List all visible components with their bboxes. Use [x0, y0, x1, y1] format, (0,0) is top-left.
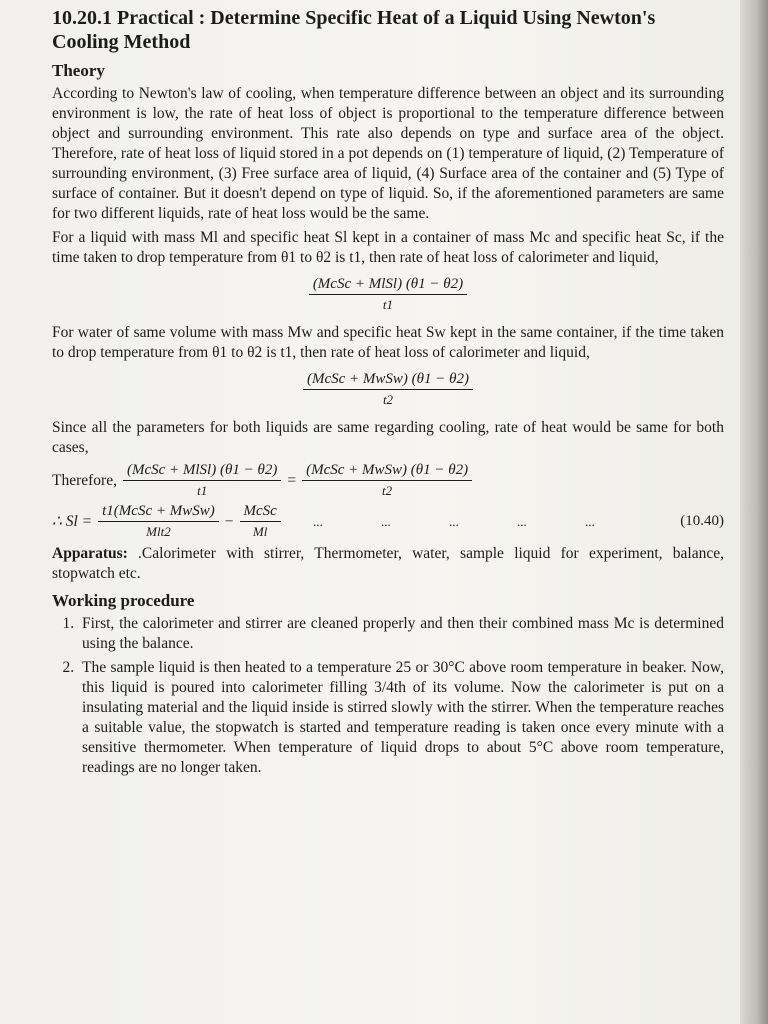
page-title: 10.20.1 Practical : Determine Specific Heat of a Liquid Using Newton's Cooling Method	[52, 7, 656, 53]
fraction-denominator: t1	[382, 297, 394, 312]
fraction-first	[98, 503, 219, 540]
leader-dots: ...	[312, 513, 323, 529]
apparatus-paragraph	[52, 544, 724, 584]
page-content	[52, 6, 724, 782]
fraction-denominator: Mlt2	[146, 524, 171, 539]
fraction-numerator: (McSc + MlSl) (θ1 − θ2)	[309, 276, 467, 295]
equation-liquid-heat-loss	[52, 276, 724, 313]
fraction	[309, 276, 467, 313]
equals-sign: =	[287, 471, 297, 489]
leader-dots: ...	[516, 513, 527, 529]
fraction-numerator: t1(McSc + MwSw)	[98, 503, 219, 522]
fraction-left	[123, 462, 281, 499]
minus-sign: −	[224, 512, 234, 530]
equation-water-heat-loss	[52, 371, 724, 408]
equation-specific-heat	[52, 503, 724, 540]
apparatus-label: Apparatus:	[52, 545, 128, 562]
water-paragraph: For water of same volume with mass Mw and specific heat Sw kept in the same container, if the time taken to drop temperature from θ1 to θ2 is t1, then rate of heat loss of calorimeter and liquid,	[52, 324, 724, 361]
equation-equal-rates	[52, 462, 724, 499]
leader-dots: ...	[448, 513, 459, 529]
procedure-step: 2. The sample liquid is then heated to a temperature 25 or 30°C above room temperature in beaker. Now, this liquid is poured into calorimeter filling 3/4th of its volume. Now the calorimeter is put on a insulating material and the liquid inside is stirred slowly with the stirrer. When the temperature reaches a suitable value, the stopwatch is started and temperature reading is taken once every minute with a sensitive thermometer. When temperature of liquid drops to about 5°C above room temperature, readings are no longer taken.	[78, 658, 724, 778]
equation-lead: ∴ Sl =	[52, 513, 93, 530]
since-paragraph: Since all the parameters for both liquids are same regarding cooling, rate of heat would be same for both cases,	[52, 419, 724, 456]
procedure-list	[52, 614, 724, 778]
fraction-numerator: McSc	[240, 503, 281, 522]
apparatus-text: .Calorimeter with stirrer, Thermometer, water, sample liquid for experiment, balance, stopwatch etc.	[52, 545, 724, 582]
fraction-numerator: (McSc + MlSl) (θ1 − θ2)	[123, 462, 281, 481]
fraction-numerator: (McSc + MwSw) (θ1 − θ2)	[303, 371, 473, 390]
procedure-heading: Working procedure	[52, 591, 195, 610]
fraction-second	[240, 503, 281, 540]
procedure-step: 1. First, the calorimeter and stirrer are cleaned properly and then their combined mass Mc is determined using the balance.	[78, 614, 724, 654]
fraction-right	[302, 462, 472, 499]
equation-number: (10.40)	[680, 513, 724, 529]
fraction-denominator: Ml	[252, 524, 268, 539]
fraction-denominator: t2	[382, 392, 394, 407]
theory-heading: Theory	[52, 61, 105, 80]
fraction	[303, 371, 473, 408]
fraction-numerator: (McSc + MwSw) (θ1 − θ2)	[302, 462, 472, 481]
leader-dots: ...	[584, 513, 595, 529]
liquid-paragraph: For a liquid with mass Ml and specific heat Sl kept in a container of mass Mc and specific heat Sc, if the time taken to drop temperature from θ1 to θ2 is t1, then rate of heat loss of calorimeter and liquid,	[52, 229, 724, 266]
fraction-denominator: t1	[197, 483, 208, 498]
fraction-denominator: t2	[382, 483, 393, 498]
therefore-label: Therefore,	[52, 471, 117, 489]
book-spine-shadow	[740, 0, 768, 1024]
leader-dots: ...	[380, 513, 391, 529]
theory-paragraph: According to Newton's law of cooling, when temperature difference between an object and its surrounding environment is low, the rate of heat loss of object is proportional to the temperature difference between object and surrounding environment. This rate also depends on type and surface area of the object. Therefore, rate of heat loss of liquid stored in a pot depends on (1) temperature of liquid, (2) Temperature of surrounding environment, (3) Free surface area of liquid, (4) Surface area of the container and (5) Type of surface of container. But it doesn't depend on type of liquid. So, if the aforementioned parameters are same for two different liquids, rate of heat loss would be the same.	[52, 85, 724, 222]
